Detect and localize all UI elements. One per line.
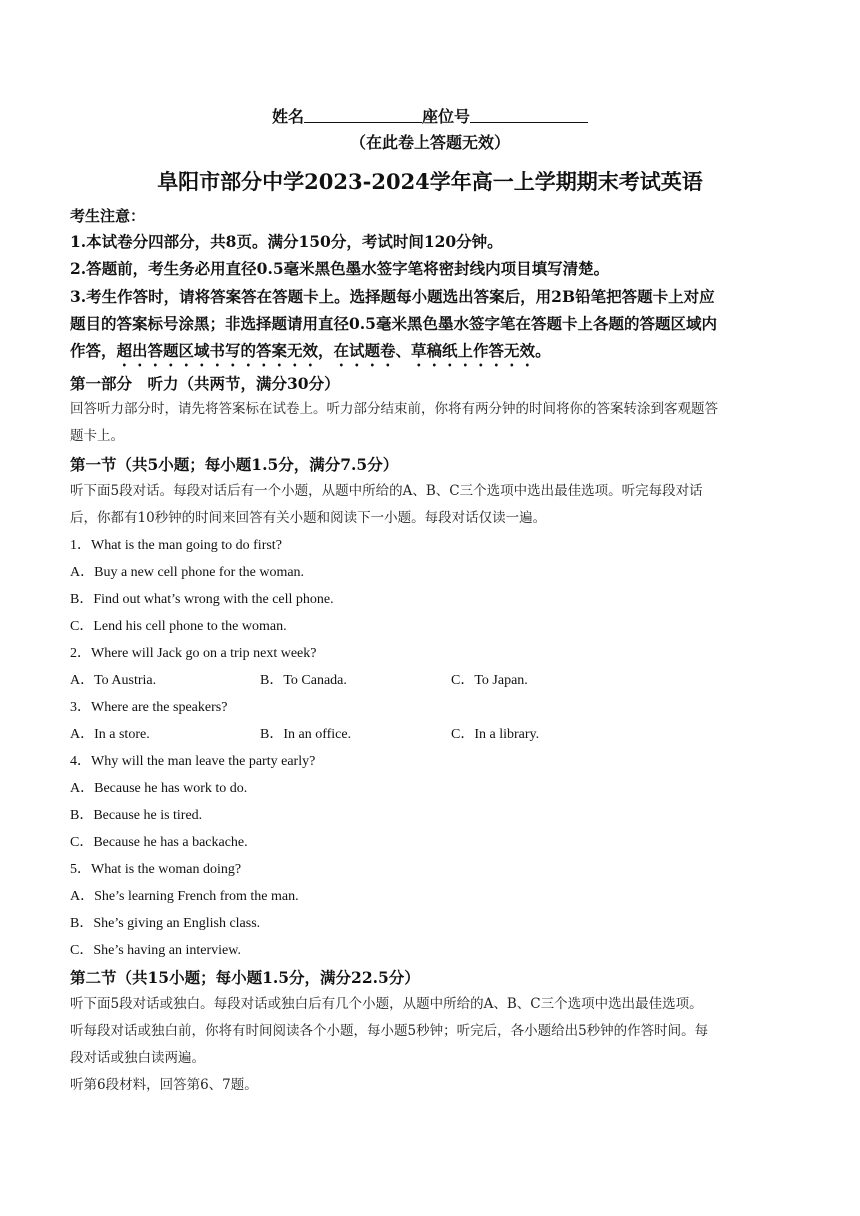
section-1-instruction-line-1: 听下面5段对话。每段对话后有一个小题，从题中所给的A、B、C三个选项中选出最佳选项。听完每段对话 [70, 483, 703, 499]
question-1-option-a[interactable]: A．Buy a new cell phone for the woman. [70, 565, 305, 580]
question-4-option-b[interactable]: B．Because he is tired. [70, 808, 203, 823]
question-3-option-a[interactable]: A．In a store. [70, 727, 150, 742]
question-3-option-b[interactable]: B．In an office. [260, 727, 352, 742]
seat-blank[interactable] [470, 108, 588, 123]
notice-item-3-line-1: 3.考生作答时，请将答案答在答题卡上。选择题每小题选出答案后，用2B铅笔把答题卡上对应 [70, 287, 715, 306]
question-2-stem: 2．Where will Jack go on a trip next week? [70, 646, 317, 661]
notice-heading: 考生注意： [70, 207, 146, 225]
question-5-option-a[interactable]: A．She’s learning French from the man. [70, 889, 299, 904]
question-5-stem: 5．What is the woman doing? [70, 862, 242, 877]
emphasis-text: 超出答题区域书写的答案无效 [116, 341, 319, 360]
notice-text: ， [318, 341, 334, 360]
part-1-instruction-line-2: 题卡上。 [70, 428, 124, 444]
section-1-instruction-line-2: 后，你都有10秒钟的时间来回答有关小题和阅读下一小题。每段对话仅读一遍。 [70, 510, 547, 526]
question-4-option-a[interactable]: A．Because he has work to do. [70, 781, 248, 796]
part-1-heading: 第一部分 听力（共两节，满分30分） [70, 374, 340, 393]
question-4-option-c[interactable]: C．Because he has a backache. [70, 835, 248, 850]
question-2-option-a[interactable]: A．To Austria. [70, 673, 157, 688]
notice-item-1: 1.本试卷分四部分，共8页。满分150分，考试时间120分钟。 [70, 232, 503, 251]
question-2-option-b[interactable]: B．To Canada. [260, 673, 347, 688]
section-2-instruction-line-2: 听每段对话或独白前，你将有时间阅读各个小题，每小题5秒钟；听完后，各小题给出5秒钟的作答时间。每 [70, 1023, 709, 1039]
question-2-option-c[interactable]: C．To Japan. [451, 673, 528, 688]
name-seat-line [0, 106, 860, 128]
section-2-instruction-line-4: 听第6段材料，回答第6、7题。 [70, 1077, 258, 1093]
question-1-option-b[interactable]: B．Find out what’s wrong with the cell phone. [70, 592, 334, 607]
notice-text: 作答， [70, 341, 117, 360]
notice-item-2: 2.答题前，考生务必用直径0.5毫米黑色墨水签字笔将密封线内项目填写清楚。 [70, 259, 610, 278]
notice-item-3-line-2: 题目的答案标号涂黑；非选择题请用直径0.5毫米黑色墨水签字笔在答题卡上各题的答题区域内 [70, 314, 717, 333]
name-blank[interactable] [304, 108, 422, 123]
question-5-option-b[interactable]: B．She’s giving an English class. [70, 916, 261, 931]
part-1-instruction-line-1: 回答听力部分时，请先将答案标在试卷上。听力部分结束前，你将有两分钟的时间将你的答案转涂到客观题答 [70, 401, 718, 417]
section-1-heading: 第一节（共5小题；每小题1.5分，满分7.5分） [70, 455, 399, 474]
section-2-instruction-line-1: 听下面5段对话或独白。每段对话或独白后有几个小题，从题中所给的A、B、C三个选项中选出最佳选项。 [70, 996, 703, 1012]
exam-title: 阜阳市部分中学2023-2024学年高一上学期期末考试英语 [157, 169, 703, 194]
section-2-instruction-line-3: 段对话或独白读两遍。 [70, 1050, 205, 1066]
notice-item-3-line-3 [70, 338, 795, 370]
section-2-heading: 第二节（共15小题；每小题1.5分，满分22.5分） [70, 968, 420, 987]
seat-label: 座位号 [422, 107, 471, 126]
question-1-option-c[interactable]: C．Lend his cell phone to the woman. [70, 619, 287, 634]
question-3-option-c[interactable]: C．In a library. [451, 727, 540, 742]
emphasis-text: 在试题卷、草稿纸上作答无效 [333, 341, 536, 360]
question-5-option-c[interactable]: C．She’s having an interview. [70, 943, 241, 958]
question-4-stem: 4．Why will the man leave the party early? [70, 754, 316, 769]
notice-text: 。 [535, 341, 551, 360]
question-3-stem: 3．Where are the speakers? [70, 700, 228, 715]
name-label: 姓名 [271, 107, 304, 126]
question-1-stem: 1．What is the man going to do first? [70, 538, 282, 553]
invalid-answer-note: （在此卷上答题无效） [349, 133, 510, 152]
